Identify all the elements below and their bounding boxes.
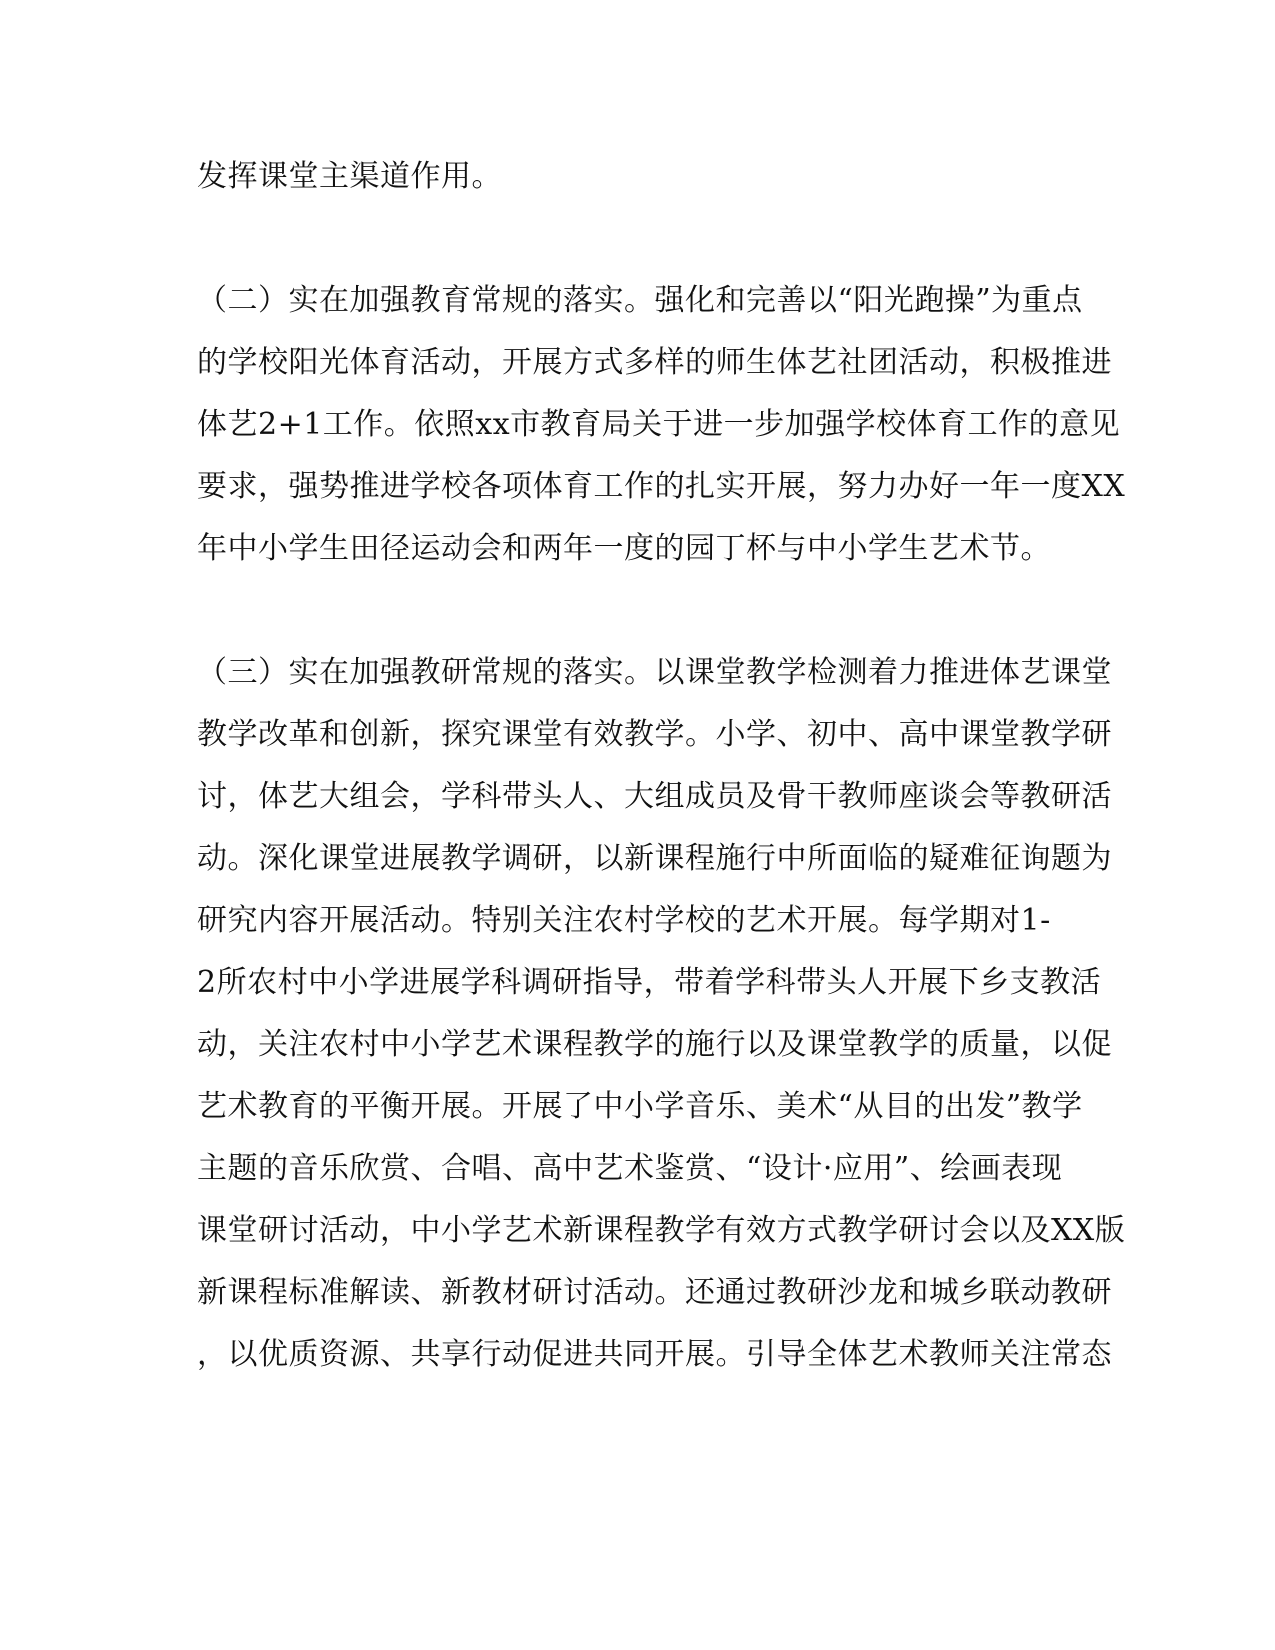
paragraph-2-line: 要求，强势推进学校各项体育工作的扎实开展，努力办好一年一度XX xyxy=(197,469,1126,504)
paragraph-3-line: 主题的音乐欣赏、合唱、高中艺术鉴赏、“设计·应用”、绘画表现 xyxy=(197,1151,1063,1186)
paragraph-3-line: 课堂研讨活动，中小学艺术新课程教学有效方式教学研讨会以及XX版 xyxy=(197,1213,1126,1248)
paragraph-3-line: 动。深化课堂进展教学调研，以新课程施行中所面临的疑难征询题为 xyxy=(197,841,1112,876)
paragraph-2-line: 体艺2+1工作。依照xx市教育局关于进一步加强学校体育工作的意见 xyxy=(197,407,1121,442)
text-line: 发挥课堂主渠道作用。 xyxy=(197,159,502,194)
paragraph-3-line: 研究内容开展活动。特别关注农村学校的艺术开展。每学期对1- xyxy=(197,903,1051,938)
paragraph-2-line: 年中小学生田径运动会和两年一度的园丁杯与中小学生艺术节。 xyxy=(197,531,1051,566)
paragraph-3-line: 教学改革和创新，探究课堂有效教学。小学、初中、高中课堂教学研 xyxy=(197,717,1112,752)
paragraph-2-line: 的学校阳光体育活动，开展方式多样的师生体艺社团活动，积极推进 xyxy=(197,345,1112,380)
paragraph-3-line: 动，关注农村中小学艺术课程教学的施行以及课堂教学的质量，以促 xyxy=(197,1027,1112,1062)
paragraph-3-line: ，以优质资源、共享行动促进共同开展。引导全体艺术教师关注常态 xyxy=(197,1337,1112,1372)
paragraph-2-line: （二）实在加强教育常规的落实。强化和完善以“阳光跑操”为重点 xyxy=(197,283,1083,318)
paragraph-3-line: 新课程标准解读、新教材研讨活动。还通过教研沙龙和城乡联动教研 xyxy=(197,1275,1112,1310)
paragraph-3-line: 2所农村中小学进展学科调研指导，带着学科带头人开展下乡支教活 xyxy=(197,965,1102,1000)
paragraph-3-line: 讨，体艺大组会，学科带头人、大组成员及骨干教师座谈会等教研活 xyxy=(197,779,1112,814)
paragraph-3-line: 艺术教育的平衡开展。开展了中小学音乐、美术“从目的出发”教学 xyxy=(197,1089,1083,1124)
paragraph-3-line: （三）实在加强教研常规的落实。以课堂教学检测着力推进体艺课堂 xyxy=(197,655,1112,690)
